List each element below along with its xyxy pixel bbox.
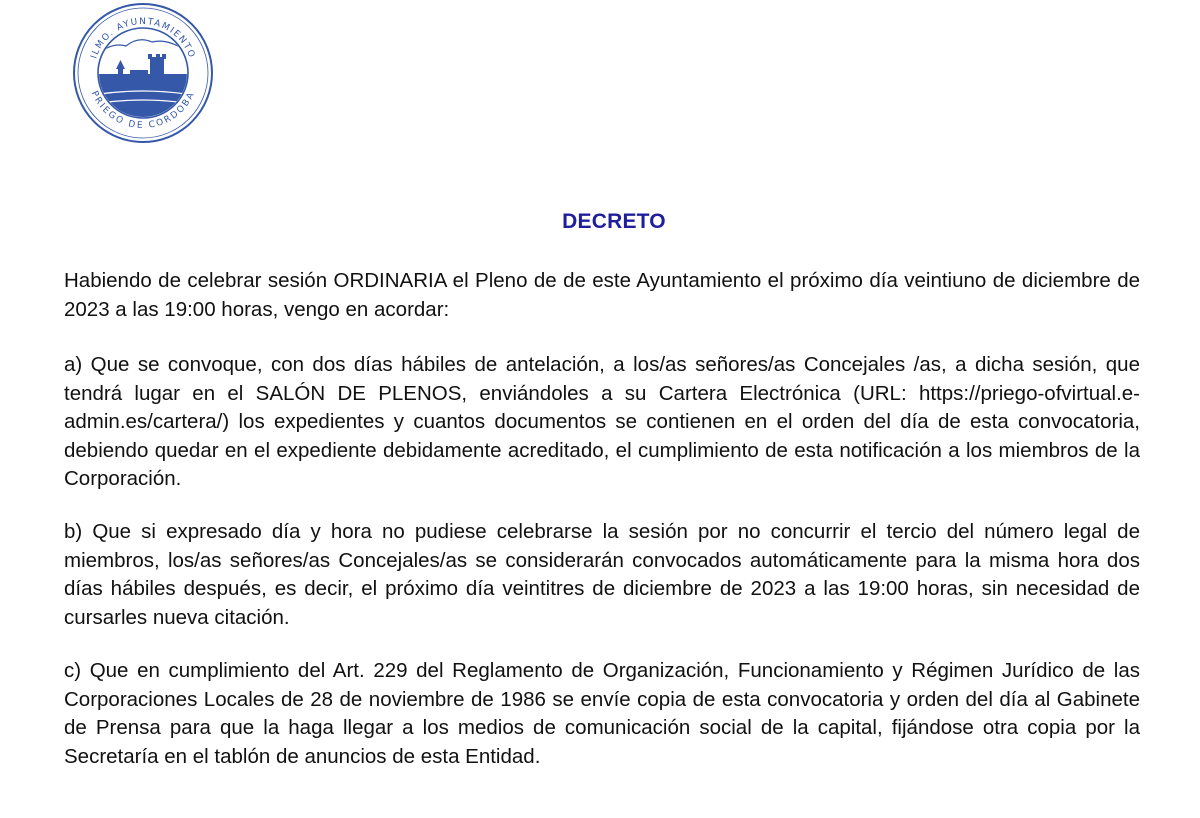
seal-emblem-icon — [72, 2, 214, 144]
document-title: DECRETO — [562, 210, 666, 233]
paragraph-a: a) Que se convoque, con dos días hábiles de antelación, a los/as señores/as Concejales /as, a dicha sesión, que tendrá lugar en el SALÓN DE PLENOS, enviándoles a su Cartera Electrónica (URL: https://priego-ofvirtual.e-admin.es/cartera/) los expedientes y cuantos documentos se contienen en el orden del día de esta convocatoria, debiendo quedar en el expediente debidamente acreditado, el cumplimiento de esta notificación a los miembros de la Corporación. — [64, 353, 1140, 490]
paragraph-b: b) Que si expresado día y hora no pudiese celebrarse la sesión por no concurrir el tercio del número legal de miembros, los/as señores/as Concejales/as se considerarán convocados automáticamente para la misma hora dos días hábiles después, es decir, el próximo día veintitres de diciembre de 2023 a las 19:00 horas, sin necesidad de cursarles nueva citación. — [64, 520, 1140, 629]
paragraph-c: c) Que en cumplimiento del Art. 229 del Reglamento de Organización, Funcionamiento y Régimen Jurídico de las Corporaciones Locales de 28 de noviembre de 1986 se envíe copia de esta convocatoria y orden del día al Gabinete de Prensa para que la haga llegar a los medios de comunicación social de la capital, fijándose otra copia por la Secretaría en el tablón de anuncios de esta Entidad. — [64, 659, 1140, 768]
seal-bottom-text: PRIEGO DE CORDOBA — [88, 89, 198, 132]
svg-text:ILMO. AYUNTAMIENTO — [89, 17, 196, 60]
intro-paragraph: Habiendo de celebrar sesión ORDINARIA el Pleno de de este Ayuntamiento el próximo día veintiuno de diciembre de 2023 a las 19:00 horas, vengo en acordar: — [64, 269, 1140, 321]
seal-top-text: ILMO. AYUNTAMIENTO — [89, 16, 197, 61]
municipal-seal — [72, 2, 214, 144]
